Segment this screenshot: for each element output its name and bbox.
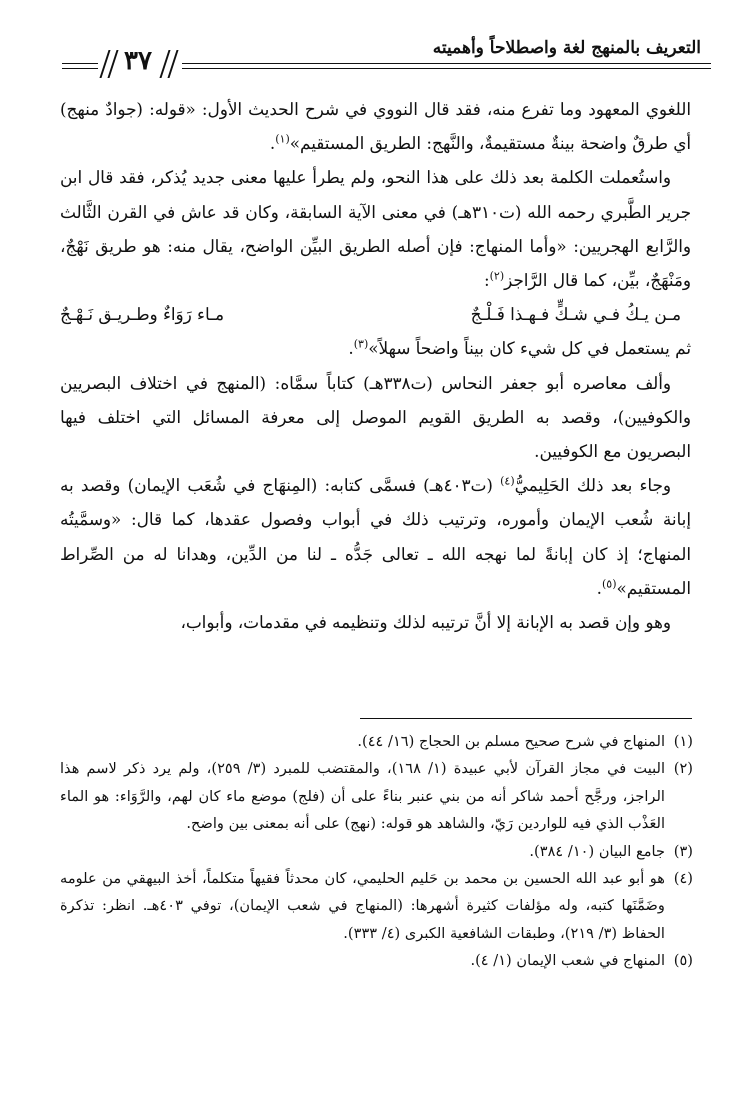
paragraph-6: وهو وإن قصد به الإبانة إلا أنَّ ترتيبه لذلك وتنظيمه في مقدمات، وأبواب، bbox=[180, 612, 671, 633]
footnotes bbox=[60, 728, 693, 975]
verse-second-hemistich: مـاء رَوَاءٌ وطـريـق نَـهْـجٌ bbox=[60, 304, 224, 325]
footnote-number: (١) bbox=[673, 733, 693, 750]
footnote-text: البيت في مجاز القرآن لأبي عبيدة (١/ ١٦٨)، والمقتضب للمبرد (٣/ ٢٥٩)، ولم يرد ذكر لاسم هذا الراجز، ورجَّح أحمد شاكر أنه من بني عنبر بناءً على أن (فلج) موضع ماء كان لهم، والرَّوَاء: هو الماء العَذْب الذي فيه للواردين رَيّ، والشاهد هو قوله: (نهج) على أنه بمعنى بين واضح. bbox=[60, 760, 666, 833]
page-header bbox=[62, 30, 711, 88]
paragraph-5: وجاء بعد ذلك الحَلِيميُّ$^{(٤)}$ (ت٤٠٣هـ) فسمَّى كتابه: (المِنهَاج في شُعَب الإيمان) وقصد به إبانة شُعب الإيمان وأموره، وترتيب ذلك في أبواب وفصول عقدها، كما قال: «وسمَّيتُه المنهاج؛ إذ كان إبانةً لما نهجه الله ـ تعالى جَدُّه ـ لنا من الدِّين، وهدانا له من الصِّراط المستقيم»$^{(٥)}$. bbox=[60, 474, 691, 598]
paragraph-2: واستُعملت الكلمة بعد ذلك على هذا النحو، ولم يطرأ عليها معنى جديد يُذكر، فقد قال ابن جرير الطَّبري رحمه الله (ت٣١٠هـ) في معنى الآية السابقة، وكان قد عاش في القرن الثَّالث والرَّابع الهجريين: «وأما المنهاج: فإن أصله الطريق البيِّن الواضح، يقال منه: هو طريق نَهْجٌ، ومَنْهَجٌ، بيِّن، كما قال الرَّاجز$^{(٢)}$: bbox=[60, 167, 691, 291]
header-rule-top bbox=[182, 63, 711, 64]
paragraph-4: وألف معاصره أبو جعفر النحاس (ت٣٣٨هـ) كتاباً سمَّاه: (المنهج في اختلاف البصريين والكوفيين)، وقصد به الطريق القويم الموصل إلى معرفة المسائل التي اختلف فيها البصريون مع الكوفيين. bbox=[60, 372, 691, 462]
footnote-text: هو أبو عبد الله الحسين بن محمد بن حَليم الحليمي، كان محدثاً فقيهاً متكلماً، أخذ البيهقي من علومه وضَمَّنَها كتبه، وله مؤلفات كثيرة أشهرها: (المنهاج في شعب الإيمان)، توفي ٤٠٣هـ. انظر: تذكرة الحفاظ (٣/ ٢١٩)، وطبقات الشافعية الكبرى (٤/ ٣٣٣). bbox=[60, 870, 665, 942]
verse bbox=[60, 297, 691, 331]
paragraph-1: اللغوي المعهود وما تفرع منه، فقد قال النووي في شرح الحديث الأول: «قوله: (جوادٌ منهج) أي طرقٌ واضحة بينةٌ مستقيمةٌ، والنَّهج: الطريق المستقيم»$^{(١)}$. bbox=[60, 99, 691, 154]
footnote-separator bbox=[360, 718, 692, 719]
footnote-ref-1: (١) bbox=[275, 132, 290, 146]
footnote-number: (٤) bbox=[673, 870, 693, 888]
header-rule-left-bottom bbox=[62, 68, 98, 69]
footnote-ref-5: (٥) bbox=[601, 577, 617, 591]
footnote-5 bbox=[60, 947, 693, 974]
footnote-4 bbox=[60, 865, 693, 947]
paragraph-3: ثم يستعمل في كل شيء كان بيناً واضحاً سهلاً»$^{(٣)}$. bbox=[348, 337, 691, 359]
footnote-text: المنهاج في شرح صحيح مسلم بن الحجاج (١٦/ ٤٤). bbox=[357, 733, 665, 750]
footnote-text: جامع البيان (١٠/ ٣٨٤). bbox=[529, 842, 665, 860]
footnote-number: (٣) bbox=[673, 842, 693, 860]
footnote-text: المنهاج في شعب الإيمان (١/ ٤). bbox=[470, 952, 665, 970]
footnote-number: (٥) bbox=[673, 952, 693, 970]
verse-first-hemistich: مـن يـكُ فـي شـكٍّ فـهـذا فَـلْـجٌ bbox=[470, 304, 681, 325]
footnote-3 bbox=[60, 838, 693, 865]
footnote-number: (٢) bbox=[673, 760, 693, 778]
header-rule-bottom bbox=[182, 68, 711, 69]
footnote-ref-4: (٤) bbox=[500, 474, 515, 488]
footnote-1 bbox=[60, 728, 693, 755]
footnote-ref-2: (٢) bbox=[489, 269, 505, 283]
page-number: ٣٧ bbox=[124, 46, 152, 76]
header-rule-left-top bbox=[62, 63, 98, 64]
footnote-2 bbox=[60, 755, 693, 837]
footnote-ref-3: (٣) bbox=[353, 337, 369, 351]
running-title: التعريف بالمنهج لغة واصطلاحاً وأهميته bbox=[432, 38, 701, 58]
main-text bbox=[60, 92, 691, 639]
